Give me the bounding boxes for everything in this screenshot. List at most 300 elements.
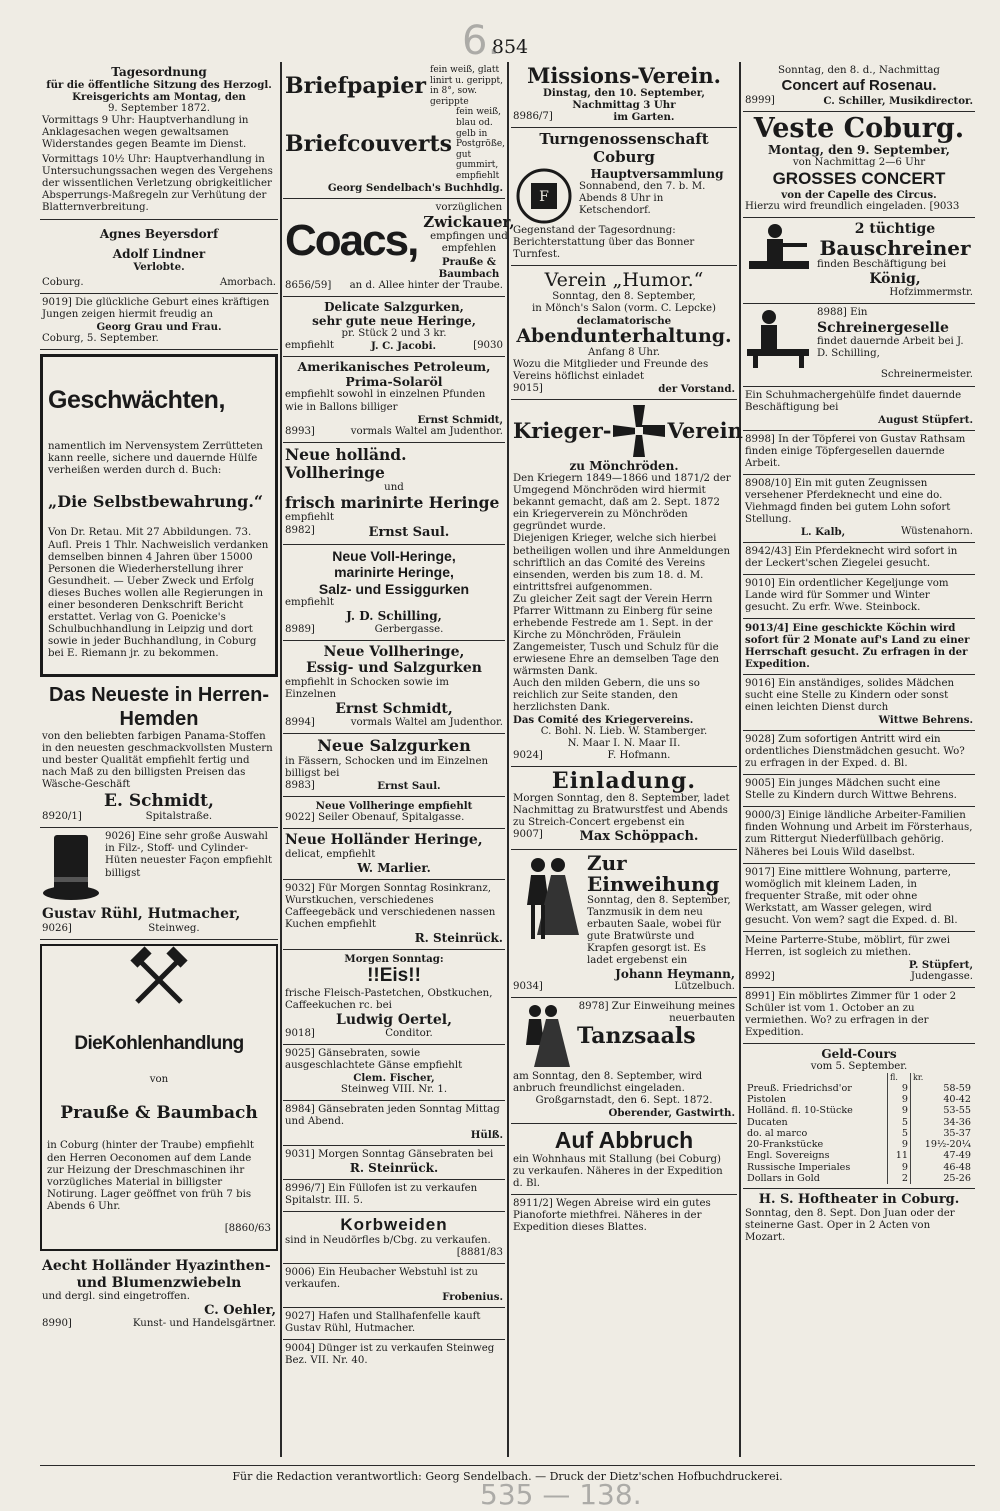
heading: Neue Holländer Heringe, (285, 832, 483, 849)
subheading: Hauptversammlung (590, 166, 724, 181)
heading: H. S. Hoftheater in Coburg. (758, 1192, 960, 1208)
firm: Hülß. (470, 1128, 503, 1141)
address: Steinweg VIII. Nr. 1. (340, 1084, 448, 1096)
top-hat-icon (42, 831, 100, 906)
firm: Max Schöppach. (579, 829, 699, 845)
firm: R. Steinrück. (349, 1160, 439, 1175)
table-cell: Pistolen (747, 1093, 787, 1105)
address: an d. Allee hinter der Traube. (349, 279, 503, 291)
heading: Tagesordnung (111, 65, 207, 79)
heading: Auf Abbruch (554, 1127, 694, 1154)
ad-kegeljunge (743, 575, 975, 619)
label: empfiehlt (285, 339, 334, 351)
table-row (745, 1173, 973, 1184)
ad-wohnung (743, 864, 975, 932)
firm: C. Oehler, (204, 1303, 276, 1319)
body-text: Gegenstand der Tagesordnung: Berichterstattung über das Bonner Turnfest. (513, 224, 695, 260)
table-row (745, 1139, 973, 1150)
firm: W. Marlier. (357, 860, 431, 875)
body-text: 9019] Die glückliche Geburt eines kräftigen Jungen zeigen hiermit freudig an (42, 296, 270, 320)
body-text: Wozu die Mitglieder und Freunde des Vereins höflichst einladet (513, 359, 709, 383)
body-text: empfiehlt in Schocken sowie im Einzelnen (285, 676, 449, 700)
firm: Frobenius. (442, 1290, 503, 1303)
ad-parterre-stube (743, 932, 975, 988)
body-text: 9004] Dünger ist zu verkaufen Steinweg Bez. VII. Nr. 40. (285, 1343, 495, 1367)
table-row (745, 1094, 973, 1105)
subheading: Morgen Sonntag: (344, 953, 444, 966)
body-text: 8998] In der Töpferei von Gustav Rathsam finden einige Töpfergesellen dauernde Arbeit. (745, 433, 966, 469)
firm: L. Kalb, (800, 525, 846, 538)
names: C. Bohl. N. Lieb. W. Stamberger. (540, 725, 708, 737)
ad-krieger-verein (511, 400, 743, 767)
heading: Amerikanisches Petroleum, (297, 358, 491, 374)
ad-geburt (40, 294, 278, 350)
table-cell: 20-Frankstücke (747, 1139, 824, 1151)
ad-number: 9015] (513, 383, 543, 395)
subheading: für die öffentliche Sitzung des Herzogl. (46, 79, 272, 92)
signature: der Vorstand. (658, 383, 735, 396)
pencil-mark-bottom: 535 — 138. (480, 1478, 642, 1511)
ad-number: 9007] (513, 829, 543, 841)
heading: Veste Coburg. (753, 112, 965, 144)
label: und (384, 482, 404, 494)
column-2 (283, 62, 515, 1452)
heading: sehr gute neue Heringe, (312, 313, 476, 328)
ad-rosenau (743, 62, 975, 112)
heading: Zur Einweihung (587, 850, 720, 896)
carpenter-icon (745, 221, 813, 281)
role: Conditor. (385, 1028, 433, 1040)
body-text: Von Dr. Retau. Mit 27 Abbildungen. 73. Aufl. Preis 1 Thlr. Nachweislich verdanken demselben binnen 4 Jahren über 15000 Personen die Wiederherstellung ihrer Gesundheit. — Ueber Zweck und Erfolg dieses Buches wollen alle Regierungen in einer besonderen Denkschrift Bericht erstattet. Verlag von G. Poenicke's Schulbuchhandlung in Leipzig und dort sowie in jeder Buchhandlung, in Coburg bei E. Riemann jr. zu bekommen. (48, 527, 269, 659)
table-cell: Dollars in Gold (747, 1173, 820, 1185)
body-text: Ein Schuhmachergehülfe findet dauernde Beschäftigung bei (745, 389, 962, 413)
firm: Ernst Schmidt, (417, 413, 503, 426)
ad-gaense-fischer (283, 1045, 505, 1101)
dancing-couple-icon (513, 1001, 573, 1071)
ad-huelss (283, 1101, 505, 1145)
heading: Delicate Salzgurken, (324, 299, 464, 314)
ad-briefpapier (283, 62, 505, 199)
pencil-mark-top: 6. (462, 18, 501, 64)
turner-emblem-icon (513, 167, 575, 225)
names: F. Hofmann. (607, 750, 671, 762)
place: Wüstenahorn. (901, 525, 973, 537)
body-text: 9017] Eine mittlere Wohnung, parterre, womöglich mit kleinem Laden, in frequenter Straße, mit oder ohne Werkstatt, am Wasser gelegen, wird gesucht. Von wem? sagt die Exped. d. Bl. (745, 866, 958, 926)
ad-number: 8986/7] (513, 111, 553, 123)
ad-hoftheater (743, 1189, 975, 1247)
ad-salzgurken-jacobi (283, 297, 505, 357)
subheading: Zwickauer, (423, 212, 515, 231)
body-text: 8911/2] Wegen Abreise wird ein gutes Pianoforte miethfrei. Näheres in der Expedition dieses Blattes. (513, 1198, 711, 1234)
date: vom 5. September. (810, 1061, 908, 1073)
body-text: namentlich im Nervensystem Zerrütteten kann reelle, sichere und dauernde Hülfe verheißen werden durch d. Buch: (48, 440, 263, 476)
signature: Das Comité des Kriegervereins. (513, 713, 694, 726)
subheading: declamatorische (576, 315, 672, 328)
body-text: 9010] Ein ordentlicher Kegeljunge vom Lande wird für Sommer und Winter gesucht. Zu erfr. Wwe. Steinbock. (745, 577, 949, 613)
ad-arbeiter-familien (743, 807, 975, 863)
column-rule (280, 62, 282, 1457)
table-cell: do. al marco (747, 1127, 808, 1139)
ad-abbruch (511, 1124, 737, 1195)
body-text: 8978] Zur Einweihung meines neuerbauten (578, 1000, 735, 1024)
heading: Neue holländ. Vollheringe (285, 444, 407, 482)
address: vormals Waltel am Judenthor. (350, 425, 503, 437)
body-text: Sonntag, den 8. Sept. Don Juan oder der steinerne Gast. Oper in 2 Acten von Mozart. (745, 1207, 955, 1243)
heading: Tanzsaals (577, 1023, 696, 1050)
firm: Ludwig Oertel, (336, 1011, 452, 1028)
name: Agnes Beyersdorf (99, 226, 219, 241)
firm: Ernst Saul. (368, 524, 450, 540)
body-text: vorzüglichen (435, 201, 503, 213)
ad-hafen (283, 1308, 505, 1340)
ad-eis (283, 950, 505, 1045)
ad-number: 8920/1] (42, 811, 82, 823)
table-cell: 5 (888, 1117, 911, 1128)
table-cell: 9 (888, 1083, 911, 1094)
body-text: 9016] Ein anständiges, solides Mädchen sucht eine Stelle zu Kindern oder sonst einen leichten Dienst durch (745, 678, 955, 714)
heading: Das Neueste in Herren- (48, 684, 270, 706)
body-text: 9006) Ein Heubacher Webstuhl ist zu verkaufen. (285, 1266, 478, 1290)
body-text: Morgen Sonntag, den 8. September, ladet Nachmittag zu Bratwurstfest und Abends zu Streich-Concert ergebenst ein (513, 793, 730, 829)
firm: Georg Sendelbach's Buchhdlg. (327, 181, 503, 194)
ad-number: 8990] (42, 1318, 72, 1330)
exchange-rate-table (745, 1073, 973, 1184)
ad-salzgurken-saul (283, 734, 505, 797)
ad-hollaend-heringe (283, 443, 505, 545)
ad-number: 8982] (285, 524, 315, 536)
ad-duenger (283, 1340, 505, 1371)
place: Lützelbuch. (674, 980, 735, 992)
body-text: 8996/7] Ein Füllofen ist zu verkaufen Spitalstr. III. 5. (285, 1182, 478, 1206)
heading: Salz- und Essiggurken (318, 580, 470, 597)
table-row (745, 1083, 973, 1094)
heading: Bauschreiner (819, 235, 971, 260)
heading: Briefpapier (285, 72, 426, 99)
heading: Geld-Cours (821, 1046, 897, 1061)
ad-junges-maedchen (743, 775, 975, 807)
heading: Schreinergeselle (817, 319, 949, 336)
heading: Turngenossenschaft Coburg (539, 130, 709, 166)
heading: Coacs, (285, 215, 418, 265)
heading: !!Eis!! (367, 965, 421, 987)
body-text: 8942/43] Ein Pferdeknecht wird sofort in der Leckert'schen Ziegelei gesucht. (745, 545, 958, 569)
body-text: findet dauernde Arbeit bei J. D. Schilling, (817, 336, 964, 360)
body-text: 9027] Hafen und Stallhafenfelle kauft Gustav Rühl, Hutmacher. (285, 1310, 481, 1335)
ad-number: 9034] (513, 980, 543, 992)
ad-kohlenhandlung (40, 944, 278, 1251)
ad-number: [8881/83 (456, 1246, 503, 1258)
ad-einladung (511, 767, 737, 850)
body-text: Auch den milden Gebern, die uns so reichlich zur Seite standen, den herzlichsten Dank. (513, 677, 700, 713)
subheading: zu Mönchröden. (569, 459, 679, 474)
heading: Geschwächten, (48, 386, 225, 414)
body-text: von den beliebten farbigen Panama-Stoffen in den neuesten geschmackvollsten Mustern und bester Qualität empfiehlt fertig und nach Maß zu den billigsten Preisen das Wäsche-Geschäft (42, 731, 273, 791)
table-cell: Engl. Sovereigns (747, 1150, 830, 1162)
names: N. Maar I. N. Maar II. (567, 738, 681, 750)
firm: August Stüpfert. (878, 413, 973, 426)
time: von Nachmittag 2—6 Uhr (792, 157, 926, 169)
ad-number: 8656/59] (285, 279, 332, 291)
place: Amorbach. (219, 276, 276, 288)
ad-dienstmaedchen (743, 731, 975, 775)
ad-number: [8860/63 (224, 1222, 271, 1234)
body-text: 9025] Gänsebraten, sowie ausgeschlachtete Gänse empfiehlt (285, 1048, 463, 1072)
ad-number: 9024] (513, 750, 543, 762)
body-text: sind in Neudörfles b/Cbg. zu verkaufen. (285, 1234, 491, 1246)
table-row (745, 1128, 973, 1139)
body-text: frische Fleisch-Pastetchen, Obstkuchen, Caffeekuchen rc. bei (285, 987, 493, 1011)
body-text: 9005] Ein junges Mädchen sucht eine Stelle zu Kindern durch Wittwe Behrens. (745, 778, 957, 802)
heading: Aecht Holländer Hyazinthen- (42, 1258, 271, 1275)
body-text: Vormittags 10½ Uhr: Hauptverhandlung in Untersuchungssachen wegen des Vergehens der wissentlichen Verletzung obrigkeitlicher Absperrungs-Maßregeln zur Verhütung der Blatternverbreitung. (42, 154, 273, 214)
label: von (149, 1074, 169, 1086)
place: Coburg. (42, 276, 84, 288)
table-cell: 9 (888, 1139, 911, 1150)
firm: Ernst Schmidt, (335, 700, 453, 717)
body-text: empfingen und empfehlen (430, 231, 508, 255)
heading: Prima-Solaröl (345, 373, 443, 389)
place: Großgarnstadt, den 6. Sept. 1872. (535, 1095, 713, 1107)
table-cell: 47-49 (911, 1150, 974, 1161)
date: Sonntag, den 8. d., Nachmittag (778, 65, 940, 76)
place: Coburg, 5. September. (42, 332, 159, 344)
table-cell: Russische Imperiales (747, 1161, 851, 1173)
street: Steinweg. (148, 922, 200, 934)
heading: Verein (667, 418, 743, 444)
firm: C. Schiller, Musikdirector. (823, 94, 973, 107)
table-row (745, 1105, 973, 1116)
svg-text:F: F (539, 188, 549, 205)
body-text: Hierzu wird freundlich eingeladen. [9033 (745, 201, 960, 213)
table-cell: 9 (888, 1162, 911, 1173)
ad-koechin (743, 619, 975, 675)
body-text: empfiehlt sowohl in einzelnen Pfunden wie in Ballons billiger (285, 389, 486, 413)
role: Hofzimmermstr. (889, 287, 973, 299)
role: Schreinermeister. (880, 369, 973, 381)
firm: P. Stüpfert, (908, 958, 973, 971)
firm: J. C. Jacobi. (370, 339, 437, 352)
address: vormals Waltel am Judenthor. (350, 717, 503, 729)
ad-pianoforte (511, 1195, 737, 1238)
body-text: 8908/10] Ein mit guten Zeugnissen versehener Pferdeknecht und eine do. Viehmagd finden bei gutem Lohn sofort Stellung. (745, 477, 951, 525)
ad-number: 8983] (285, 780, 315, 792)
firm: Prauße & Baumbach (60, 1103, 258, 1124)
body-text: und dergl. sind eingetroffen. (42, 1291, 190, 1303)
date: Sonntag, den 8. September, (552, 291, 696, 303)
ad-kuchen-steinrueck (283, 880, 505, 950)
body-text: 9031] Morgen Sonntag Gänsebraten bei (285, 1148, 494, 1160)
ad-number: 8988] (817, 307, 847, 319)
column-header: fl. (888, 1073, 911, 1082)
body-text: 9032] Für Morgen Sonntag Rosinkranz, Wurstkuchen, verschiedenes Caffeegebäck und verschiedenen nassen Kuchen empfiehlt (285, 882, 496, 931)
table-cell: 40-42 (911, 1094, 974, 1105)
body-text: Diejenigen Krieger, welche sich hierbei betheiligen wollen und ihre Anmeldungen schriftlich an das Comité des Vereins einsenden, werden bis zum 18. d. M. eintrittsfrei aufgenommen. (513, 533, 731, 593)
column-1 (40, 62, 278, 1452)
firm: Wittwe Behrens. (878, 714, 973, 727)
subheading: Kreisgerichts am Montag, den (72, 91, 246, 104)
ad-tanzsaal (511, 998, 737, 1124)
ad-schuhmacher (743, 387, 975, 431)
carpenter-icon (745, 307, 813, 369)
page-number: 854 (491, 36, 529, 58)
body-text: Vormittags 9 Uhr: Hauptverhandlung in Anklagesachen wegen gewaltsamen Widerstandes gegen Beamte im Dienst. (42, 115, 249, 151)
table-cell: 53-55 (911, 1105, 974, 1116)
ad-voll-heringe-schilling (283, 545, 505, 641)
street: Spitalstraße. (145, 811, 213, 823)
ad-tagesordnung (40, 62, 278, 220)
heading: Neue Vollheringe, (323, 643, 465, 660)
firm: R. Steinrück. (414, 931, 503, 946)
heading: und Blumenzwiebeln (76, 1274, 242, 1291)
ad-bauschreiner (743, 218, 975, 304)
heading: Concert auf Rosenau. (781, 77, 937, 95)
heading: Einladung. (551, 768, 697, 795)
ad-number: 8993] (285, 425, 315, 437)
body-text: 9026] Eine sehr große Auswahl in Filz-, Stoff- und Cylinder-Hüten neuester Façon empfiehlt billigst (105, 831, 273, 879)
date: 9. September 1872. (107, 103, 211, 115)
table-cell: 11 (888, 1150, 911, 1161)
heading: frisch marinirte Heringe (285, 493, 500, 513)
heading: Neue Voll-Heringe, (332, 547, 456, 564)
body-text: Seiler Obenauf, Spitalgasse. (318, 812, 465, 824)
address: Gerbergasse. (374, 623, 444, 635)
price: pr. Stück 2 und 3 kr. (341, 327, 447, 339)
subheading: 2 tüchtige (854, 221, 936, 238)
ad-veste-coburg (743, 112, 975, 219)
firm: E. Schmidt, (104, 791, 214, 812)
body-text: fein weiß, blau od. gelb in Postgröße, gut gummirt, empfiehlt (456, 107, 506, 182)
ad-geschwaechten (40, 354, 278, 677)
body-text: 9000/3] Einige ländliche Arbeiter-Familien finden Wohnung und Arbeit im Försterhaus, zum Rittergut Niederfüllbach gehörig. Näheres bei Louis Wild daselbst. (745, 810, 973, 858)
table-cell: Ducaten (747, 1116, 788, 1128)
label: Verlobte. (133, 260, 185, 273)
body-text: 9013/4] Eine geschickte Köchin wird sofort für 2 Monate auf's Land zu einer Herrschaft gesucht. Zu erfragen in der Expedition. (745, 622, 970, 671)
role: Kunst- und Handelsgärtner. (132, 1318, 276, 1330)
date: Montag, den 9. September, (768, 143, 950, 158)
label: empfiehlt (285, 512, 334, 524)
table-cell: 19½-20¼ (911, 1139, 974, 1150)
body-text: delicat, empfiehlt (285, 848, 376, 860)
table-cell: Preuß. Friedrichsd'or (747, 1082, 852, 1094)
ad-number: 8999] (745, 94, 775, 106)
ad-huete (40, 828, 278, 940)
time: Anfang 8 Uhr. (588, 347, 660, 359)
ad-obenauf (283, 797, 505, 829)
table-cell: 34-36 (911, 1117, 974, 1128)
column-rule (739, 62, 741, 1457)
column-4 (743, 62, 975, 1452)
body-text: Den Kriegern 1849—1866 und 1871/2 der Umgegend Mönchröden wird hiermit bekannt gemacht, daß am 2. Sept. 1872 ein Kriegerverein zu Mönchröden gegründet wurde. (513, 473, 731, 533)
body-text: ein Wohnhaus mit Stallung (bei Coburg) zu verkaufen. Näheres in der Expedition d. Bl. (513, 1154, 723, 1190)
ad-hemden (40, 681, 278, 828)
ad-number: 9018] (285, 1028, 315, 1040)
heading: Krieger- (513, 418, 612, 444)
ad-turngenossenschaft (511, 128, 737, 265)
iron-cross-icon (611, 403, 667, 459)
table-cell: Holländ. fl. 10-Stücke (747, 1105, 853, 1117)
heading: Verein „Humor.“ (544, 268, 704, 291)
ad-missions-verein (511, 62, 737, 128)
place: im Garten. (613, 111, 675, 124)
firm: Johann Heymann, (615, 966, 735, 981)
heading: DieKohlenhandlung (74, 1033, 244, 1054)
ad-schreinergeselle (743, 304, 975, 386)
crossed-hammers-icon (129, 950, 189, 1010)
heading: Missions-Verein. (527, 63, 721, 88)
ad-number: 8989] (285, 623, 315, 635)
firm: Prauße & Baumbach (438, 255, 500, 280)
subheading: GROSSES CONCERT (772, 169, 946, 189)
ad-toepfer (743, 431, 975, 475)
table-cell: 2 (888, 1173, 911, 1184)
firm: Ernst Saul. (377, 780, 441, 793)
body-text: in Coburg (hinter der Traube) empfiehlt den Herren Oeconomen auf dem Lande zur Heizung der Dreschmaschinen ihr vorzügliches Material in billigster Notirung. Lager geöffnet von früh 7 bis Abends 6 Uhr. (47, 1140, 254, 1212)
firm: J. D. Schilling, (346, 609, 442, 624)
ad-zimmer (743, 988, 975, 1044)
body-text: Sonntag, den 8. September, Tanzmusik in dem neu erbauten Saale, wobei für gute Bratwürste und Krapfen gesorgt ist. Es ladet ergebenst ein (587, 894, 731, 966)
ad-korbweiden (283, 1212, 505, 1264)
label: Ein (850, 307, 868, 319)
ad-verlobung (40, 220, 278, 294)
ad-number: [9030 (473, 339, 503, 351)
body-text: 8991] Ein möblirtes Zimmer für 1 oder 2 Schüler ist vom 1. October an zu vermiethen. Wo? zu erfragen in der Expedition. (745, 990, 957, 1038)
ad-maedchen-behrens (743, 675, 975, 731)
firm: König, (869, 270, 921, 287)
ad-number: 9026] (42, 922, 72, 934)
time: Nachmittag 3 Uhr (572, 99, 676, 112)
body-text: Sonnabend, den 7. b. M. Abends 8 Uhr in Ketschendorf. (579, 180, 706, 216)
ad-number: 9022] (285, 812, 315, 824)
date: Dinstag, den 10. September, (543, 87, 705, 100)
heading: Neue Salzgurken (317, 736, 471, 756)
column-header: kr. (911, 1073, 974, 1082)
column-3 (511, 62, 743, 1452)
body-text: Zu gleicher Zeit sagt der Verein Herrn Pfarrer Wittmann zu Einberg für seine erhebende Festrede am 1. Sept. in der Kirche zu Mönchröden, Fräulein Zangemeister, Tusch und Schulz für die erwiesene Ehre an demselben Tage den wärmsten Dank. (513, 593, 720, 677)
ad-pferdeknecht-ziegelei (743, 543, 975, 575)
name: Adolf Lindner (112, 246, 206, 261)
ad-einweihung (511, 850, 737, 998)
firm: Oberender, Gastwirth. (608, 1107, 735, 1120)
ad-number: 8992] (745, 970, 775, 982)
heading: Hemden (119, 707, 199, 730)
table-row (745, 1162, 973, 1173)
heading: Briefcouverts (285, 131, 452, 158)
table-cell: 46-48 (911, 1162, 974, 1173)
body-text: am Sonntag, den 8. September, wird anbruch freundlichst eingeladen. (513, 1070, 703, 1094)
ad-pferdeknecht-kalb (743, 475, 975, 543)
body-text: fein weiß, glatt linirt u. gerippt, in 8°, sow. gerippte (429, 65, 503, 107)
table-cell: 9 (888, 1094, 911, 1105)
heading: marinirte Heringe, (334, 564, 454, 581)
address: Judengasse. (910, 970, 973, 982)
body-text: von der Capelle des Circus. (781, 189, 937, 202)
table-cell: 9 (888, 1105, 911, 1116)
body-text: finden Beschäftigung bei (817, 258, 947, 270)
ad-geld-cours (743, 1044, 975, 1189)
ad-fuellofen (283, 1180, 505, 1212)
book-title: „Die Selbstbewahrung.“ (48, 491, 264, 511)
table-cell: 35-37 (911, 1128, 974, 1139)
place: in Mönch's Salon (vorm. C. Lepcke) (532, 303, 716, 315)
body-text: 9028] Zum sofortigen Antritt wird ein ordentliches Dienstmädchen gesucht. Wo? zu erfragen in der Exped. d. Bl. (745, 734, 965, 770)
firm: Gustav Rühl, Hutmacher, (42, 906, 241, 923)
ad-vollheringe-schmidt (283, 641, 505, 735)
body-text: Meine Parterre-Stube, möblirt, für zwei Herren, ist sogleich zu miethen. (745, 934, 950, 958)
ad-coacs (283, 199, 515, 297)
imprint-footer: Für die Redaction verantwortlich: Georg Sendelbach. — Druck der Dietz'schen Hofbuchdruckerei. (40, 1465, 975, 1483)
table-cell: 58-59 (911, 1083, 974, 1094)
dancing-couple-icon (513, 853, 583, 943)
